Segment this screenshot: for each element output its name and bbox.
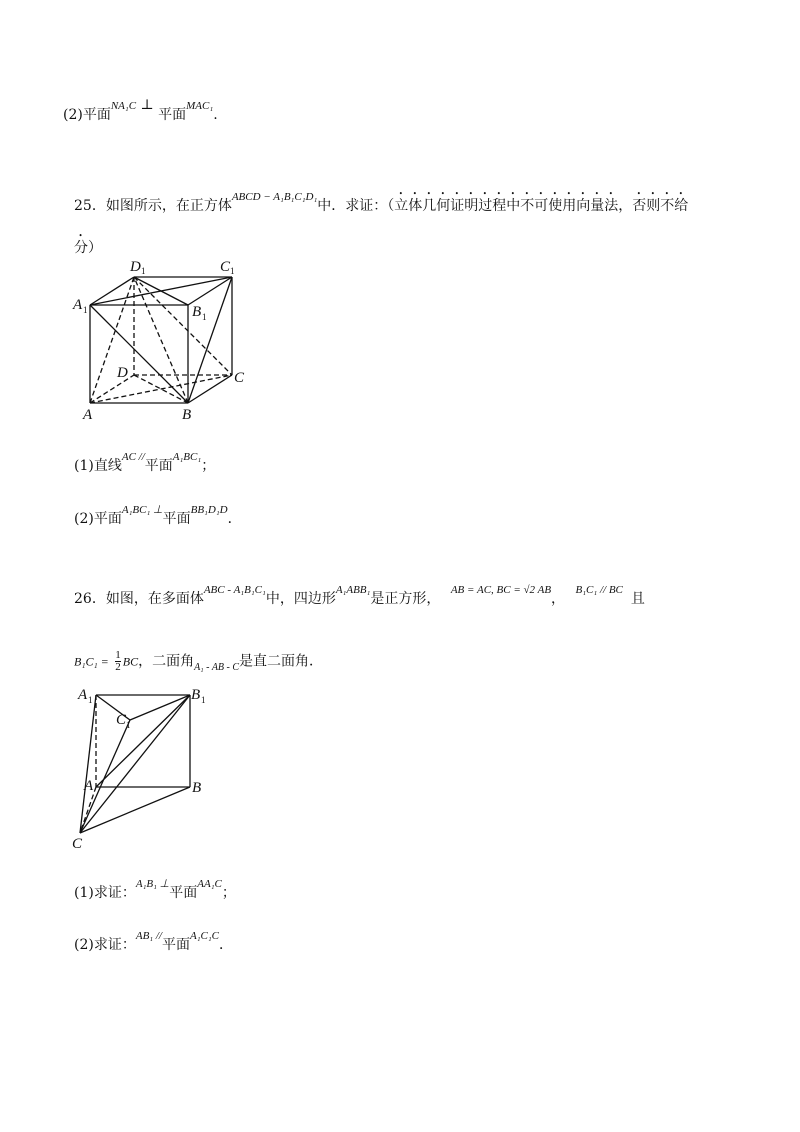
hidden-BD1 [134,277,188,403]
q24-plane-word: 平面 [158,107,187,123]
label-D1-sub: 1 [141,266,146,276]
edge-A1B [90,305,188,403]
q26-dihedral: A₁ - AB - C [194,661,240,673]
edge-BC1 [188,277,232,403]
q25-number: 25． [74,198,106,214]
q26-part1-line: A₁B₁ ⊥ [135,878,170,890]
hidden-AD1 [90,277,134,403]
q26-part1 [74,878,236,902]
label-C1-sub: 1 [230,266,235,276]
q24-part2 [63,97,218,124]
q26-fraction [115,650,121,673]
q25-part1-line: AC // [121,451,145,463]
q26-solid: ABC - A₁B₁C₁ [203,584,266,596]
q24-part2-prefix: (2)平面 [63,107,111,123]
q26-part2-plane: A₁C₁C [189,930,220,942]
q25-part1-plane-word: 平面 [144,458,173,474]
q26-stem [74,584,645,608]
label-C: C [234,370,245,386]
q25-emphasis-end: 分 [74,240,88,256]
q26-intro: 如图，在多面体 [105,591,204,607]
label-A: A [83,407,93,423]
q25-part2-plane1: A₁BC₁ ⊥ [121,504,163,516]
q26-part1-plane-word: 平面 [169,885,198,901]
q25-part1-end: ； [201,458,216,474]
q26-number: 26． [74,591,106,607]
q25-part1-prefix: (1)直线 [74,458,122,474]
label-A1-sub: 1 [88,695,93,705]
q24-plane1: NA₁C [110,100,137,112]
q25-stem-2 [74,232,102,257]
q25-cube-figure [70,258,260,426]
q26-frac-den: 2 [115,661,121,673]
label-A1: A [73,297,83,313]
q25-part2-plane2: BB₁D₁D [190,504,228,516]
label-C: C [72,836,83,852]
q24-perp: ⊥ [140,97,154,113]
label-D1: D [130,259,141,275]
q25-part2-end: ． [227,511,242,527]
q24-plane2: MAC₁ [186,100,214,112]
q25-stem [74,190,688,215]
edge-C1B1 [130,695,190,720]
q26-cond3-rhs: BC [122,654,139,669]
q25-part1-plane: A₁BC₁ [172,451,202,463]
q26-polyhedron-figure [70,680,220,855]
q25-part2-plane-word: 平面 [162,511,191,527]
q26-cond2: B₁C₁ // BC [575,584,623,596]
q26-part2-end: ． [219,937,234,953]
q26-comma: ， [551,591,566,607]
q26-is-square: 是正方形， [370,591,441,607]
hidden-D1C [134,277,232,375]
q25-close: ） [88,240,102,256]
edge-A1C [80,695,96,833]
q26-part1-end: ； [221,885,236,901]
edge-CB [80,787,190,833]
label-C1-sub: 1 [126,720,131,730]
q26-stem-2 [74,650,323,673]
q26-part2-prefix: (2)求证： [74,937,136,953]
q26-part2-plane-word: 平面 [161,937,190,953]
q25-part2-prefix: (2)平面 [74,511,122,527]
label-A1: A [78,687,88,703]
q26-part2-line: AB₁ // [135,930,162,942]
q26-frac-num: 1 [115,649,121,661]
q26-part2 [74,930,234,954]
q26-and: 且 [630,591,645,607]
q24-end: . [213,107,218,123]
edge-AB1 [96,695,190,787]
q26-part1-plane: AA₁C [197,878,222,890]
q26-mid: 中，四边形 [265,591,336,607]
label-B1: B [192,304,202,320]
q26-dihedral-suffix: 是直二面角． [239,653,324,670]
q25-part1 [74,451,216,475]
q26-part1-prefix: (1)求证： [74,885,136,901]
q26-square: A₁ABB₁ [335,584,371,596]
label-C1: C [116,712,127,728]
q26-cond3-lhs: B₁C₁ = [74,654,109,669]
edge-B1D1 [134,277,188,305]
label-B1: B [191,687,201,703]
label-D: D [117,365,128,381]
q26-cond1: AB = AC, BC = √2 AB [450,584,552,596]
q25-mid: 中．求证：（ [317,198,395,214]
label-A1-sub: 1 [83,305,88,315]
label-A: A [84,778,94,794]
label-B: B [192,780,202,796]
label-B1-sub: 1 [201,695,206,705]
q25-solid: ABCD − A₁B₁C₁D₁ [231,191,318,203]
q25-emphasis: 立体几何证明过程中不可使用向量法，否则不给 [394,198,689,214]
label-C1: C [220,259,231,275]
label-B1-sub: 1 [202,312,207,322]
edge-C1C [80,720,130,833]
q25-intro: 如图所示，在正方体 [105,198,232,214]
q25-part2 [74,504,242,528]
label-B: B [182,407,192,423]
q26-dihedral-prefix: ，二面角 [138,653,195,670]
